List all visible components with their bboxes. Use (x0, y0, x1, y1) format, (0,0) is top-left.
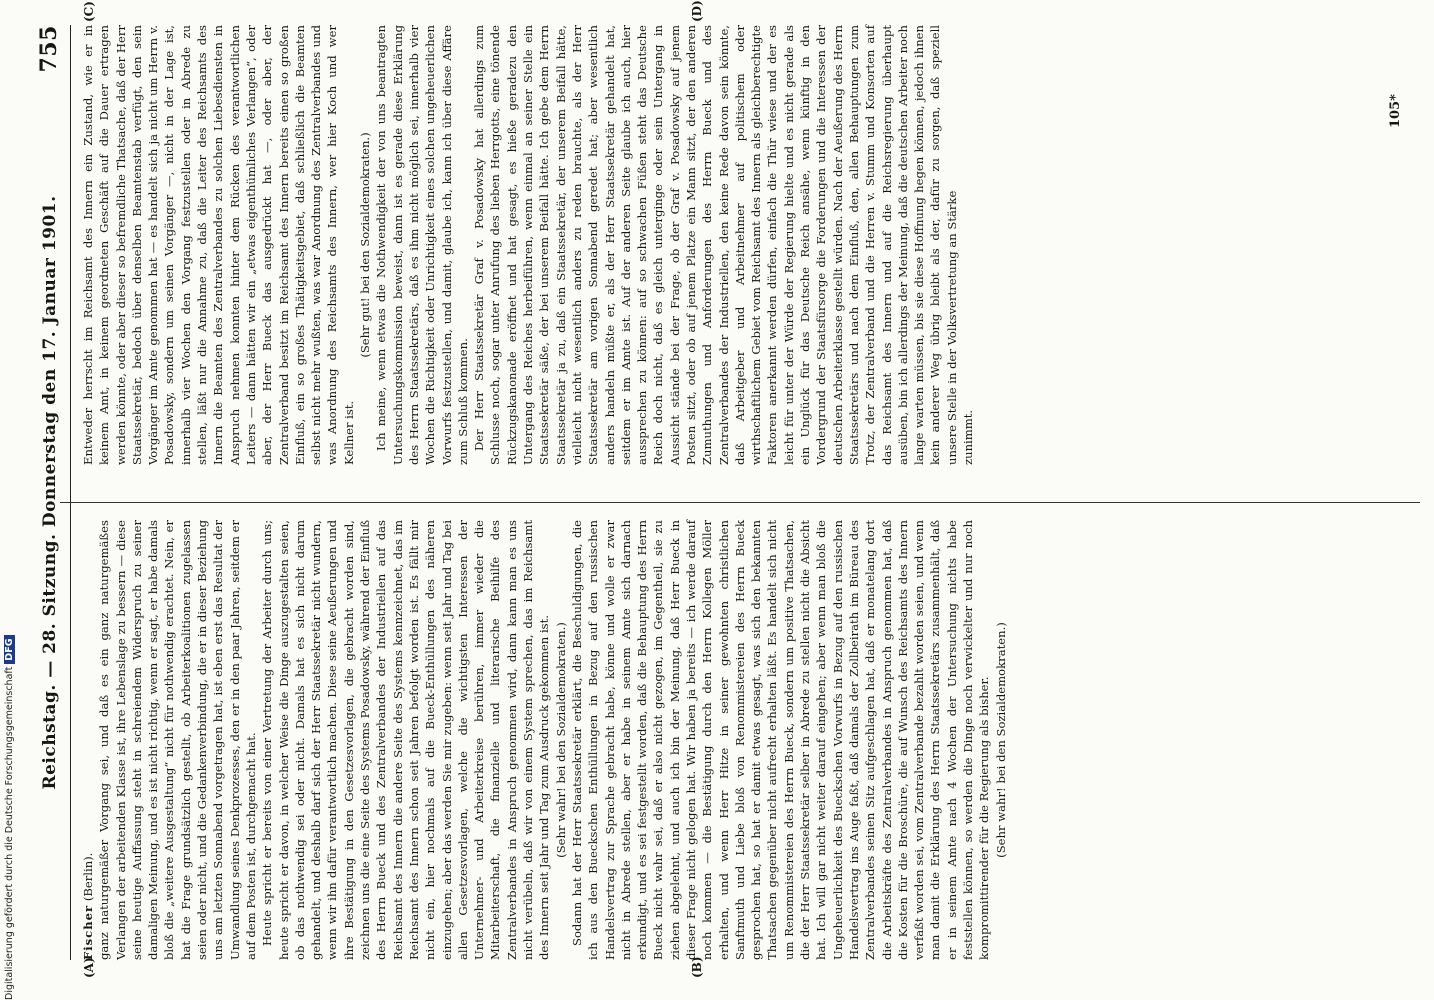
paragraph: Ich meine, wenn etwas die Nothwendigkeit der von uns beantragten Untersuchungskommission beweist, dann ist es gerade diese Erklärung des Herrn Staatssekretärs, daß es ihm nicht möglich sei, innerhalb vier Wochen die Richtigkeit oder Unrichtigkeit eines solchen ungeheuerlichen Vorwurfs festzustellen, und damit, glaube ich, kann ich über diese Affäre zum Schluß kommen. (374, 25, 470, 465)
paragraph: Heute spricht er bereits von einer Vertretung der Arbeiter durch uns; heute spricht er davon, in welcher Weise die Dinge auszugestalten seien, ob das nothwendig sei oder nicht. Damals hat es sich nicht darum gehandelt, und deshalb darf sich der Herr Staatssekretär nicht wundern, wenn wir ihn dafür verantwortlich machen. Diese seine Aeußerungen und ihre Bestätigung in den Gesetzesvorlagen, die gebracht worden sind, zeichnen uns die eine Seite des Systems Posadowsky, während der Einfluß des Herrn Bueck und des Zentralverbandes der Industriellen auf das Reichsamt des Innern die andere Seite des Systems kennzeichnet, das im Reichsamt des Innern schon seit Jahren befolgt worden ist. Es fällt mir nicht ein, hier nochmals auf die Bueck-Enthüllungen des näheren einzugehen; aber das werden Sie mir zugeben: wenn seit Jahr und Tag bei allen Gesetzesvorlagen, welche die wichtigsten Interessen der Unternehmer- und Arbeiterkreise berühren, immer wieder die Mitarbeiterschaft, die finanzielle und literarische Beihilfe des Zentralverbandes in Anspruch genommen wird, dann kann man es uns nicht verübeln, daß wir von einem System sprechen, das im Reichsamt des Innern seit Jahr und Tag zum Ausdruck gekommen ist. (260, 520, 552, 960)
credit-text: Digitalisierung gefördert durch die Deutsche Forschungsgemeinschaft (4, 666, 15, 1000)
column-divider (60, 502, 1420, 503)
interjection: (Sehr wahr! bei den Sozialdemokraten.) (993, 622, 1008, 858)
margin-marker-d: (D) (690, 0, 704, 22)
page-title: Reichstag. — 28. Sitzung. Donnerstag den 17. Januar 1901. (40, 195, 60, 790)
digitization-credit (4, 0, 15, 1000)
page-header (36, 25, 66, 960)
margin-marker-b: (B) (690, 956, 704, 978)
speaker-place: (Berlin). (81, 852, 95, 902)
margin-marker-a: (A) (82, 957, 96, 978)
speaker-line (80, 520, 96, 960)
speaker-name: Fischer (81, 904, 95, 960)
interjection: (Sehr gut! bei den Sozialdemokraten.) (358, 132, 373, 358)
dfg-logo: DFG (4, 636, 15, 664)
paragraph: zunimmt. (961, 409, 976, 465)
paragraph: Sodann hat der Herr Staatssekretär erklärt, die Beschuldigungen, die ich aus den Bueckschen Enthüllungen in Bezug auf den russischen Handelsvertrag zur Sprache gebracht habe, könne und wolle er zwar nicht in Abrede stellen, aber er habe in seinem Amte sich darnach erkundigt, und es sei festgestellt worden, daß die Behauptung des Herrn Bueck nicht wahr sei, daß er also nicht gezogen, im Gegentheil, sie zu ziehen abgelehnt, und auch ich bin der Meinung, daß Herr Bueck in dieser Frage nicht gelogen hat. Wir haben ja bereits — ich werde darauf noch kommen — die Bestätigung durch den Herrn Kollegen Möller erhalten, und wenn Herr Hitze in seiner gewohnten christlichen Sanftmuth und Liebe bloß von Renommistereien des Herrn Bueck gesprochen hat, so hat er damit etwas gesagt, was sich den bekannten Thatsachen gegenüber nicht aufrecht erhalten läßt. Es handelt sich nicht um Renommistereien des Herrn Bueck, sondern um positive Thatsachen, die der Herr Staatssekretär selber in Abrede zu stellen nicht die Absicht hat. Ich will gar nicht weiter darauf eingehen; aber wenn man bloß die Ungeheuerlichkeit des Bueckschen Vorwurfs in Bezug auf den russischen Handelsvertrag ins Auge faßt, daß damals der Zollbeirath im Büreau des Zentralverbandes seinen Sitz aufgeschlagen hat, daß er monatelang dort die Arbeitskräfte des Zentralverbandes in Anspruch genommen hat, daß die Kosten für die Broschüre, die auf Wunsch des Reichsamts des Innern verfaßt worden sei, vom Zentralverbande bezahlt worden seien, und wenn man damit die Erklärung des Herrn Staatssekretärs zusammenhält, daß er in seinem Amte nach 4 Wochen der Untersuchung nichts habe feststellen können, so werden die Dinge noch verwickelter und nur noch kompromittirender für die Regierung als bisher. (569, 520, 992, 960)
margin-marker-c: (C) (82, 1, 96, 22)
paragraph: ganz naturgemäßer Vorgang sei, und daß es ein ganz naturgemäßes Verlangen der arbeitenden Klasse ist, ihre Lebenslage zu bessern — diese seine heutige Auffassung steht in schreiendem Widerspruch zu seiner damaligen Meinung, und es ist nicht richtig, wenn er sagt, er habe damals bloß die „weitere Ausgestaltung“ nicht für nothwendig erachtet. Nein, er hat die Frage grundsätzlich gestellt, ob Arbeiterkoalitionen zugelassen seien oder nicht, und die Gedankenverbindung, die er in dieser Beziehung uns am letzten Sonnabend vorgetragen hat, ist eben erst das Resultat der Umwandlung seines Denkprozesses, den er in den paar Jahren, seitdem er auf dem Posten ist, durchgemacht hat. (97, 520, 258, 960)
paragraph: Entweder herrscht im Reichsamt des Innern ein Zustand, wie er in keinem Amt, in keinem geordneten Geschäft auf die Dauer ertragen werden könnte, oder aber dieser so befremdliche Thatsache, daß der Herr Staatssekretär, bedoch über denselben Beamtenstab verfügt, den sein Vorgänger im Amte genommen hat — es handelt sich ja nicht um Herrn v. Posadowsky, sondern um seinen Vorgänger —, nicht in der Lage ist, innerhalb vier Wochen den Vorgang festzustellen oder in Abrede zu stellen, läßt nur die Annahme zu, daß die Leiter des Reichsamts des Innern die Beamten des Zentralverbandes zu solchen Liebesdiensten in Anspruch nehmen konnten hinter dem Rücken des verantwortlichen Leiters — dann hätten wir ein „etwas eigenthümliches Verlangen“, oder aber, der Herr Bueck das ausgedrückt hat —, oder aber, der Zentralverband besitzt im Reichsamt des Innern bereits einen so großen Einfluß, ein so großes Thätigkeitsgebiet, daß schließlich die Beamten selbst nicht mehr wußten, was war Anordnung des Zentralverbandes und was Anordnung des Reichsamts des Innern, wer hier Koch und wer Kellner ist. (81, 25, 356, 465)
left-column (80, 520, 1009, 960)
page-number: 755 (36, 25, 62, 73)
header-rule (70, 25, 71, 960)
interjection: (Sehr wahr! bei den Sozialdemokraten.) (553, 622, 568, 858)
paragraph: Der Herr Staatssekretär Graf v. Posadowsky hat allerdings zum Schlusse noch, sogar unter Anrufung des lieben Herrgotts, eine tönende Rückzugskanonade eröffnet und hat gesagt, es hieße geradezu den Untergang des Reiches herbeiführen, wenn einmal an seiner Stelle ein Staatssekretär säße, der bei unserem Beifall hätte. Ich gebe dem Herrn Staatssekretär ja zu, daß ein Staatssekretär, der unserem Beifall hätte, vielleicht nicht wesentlich anders zu reden brauchte, als der Herr Staatssekretär am vorigen Sonnabend geredet hat; aber wesentlich anders handeln müßte er, als der Herr Staatssekretär gehandelt hat, seitdem er im Amte ist. Auf der anderen Seite glaube ich auch, hier aussprechen zu können: auf so schwachen Füßen steht das Deutsche Reich doch nicht, daß es gleich unterginge oder sein Untergang in Aussicht stände bei der Frage, ob der Graf v. Posadowsky auf jenem Posten sitzt, oder ob auf jenem Platze ein Mann sitzt, der den anderen Zumuthungen und Anforderungen des Herrn Bueck und des Zentralverbandes der Industriellen, den keine Rede davon sein könnte, daß Arbeitgeber und Arbeitnehmer auf politischem oder wirthschaftlichem Gebiet vom Reichsamt des Innern als gleichberechtigte Faktoren anerkannt werden dürfen, einfach die Thür wiese und der es leicht für unter der Würde der Regierung hielte und es nicht gerade als ein Unglück für das Deutsche Reich ansähe, wenn künftig in den Vordergrund der Staatsfürsorge die Forderungen und die Interessen der deutschen Arbeiterklasse gestellt würden. Nach der Aeußerung des Herrn Staatssekretärs und nach dem Einfluß, den, allen Behauptungen zum Trotz, der Zentralverband und die Herren v. Stumm und Konsorten auf das Reichsamt des Innern und auf die Reichsregierung überhaupt ausüben, bin ich allerdings der Meinung, daß die deutschen Arbeiter noch lange warten müssen, bis sie diese Hoffnung hegen können, jedoch ihnen kein anderer Weg übrig bleibt als der, dafür zu sorgen, daß speziell unsere Stelle in der Volksvertretung an Stärke (472, 25, 959, 465)
signature-number: 105* (1388, 94, 1403, 128)
right-column (80, 25, 976, 465)
